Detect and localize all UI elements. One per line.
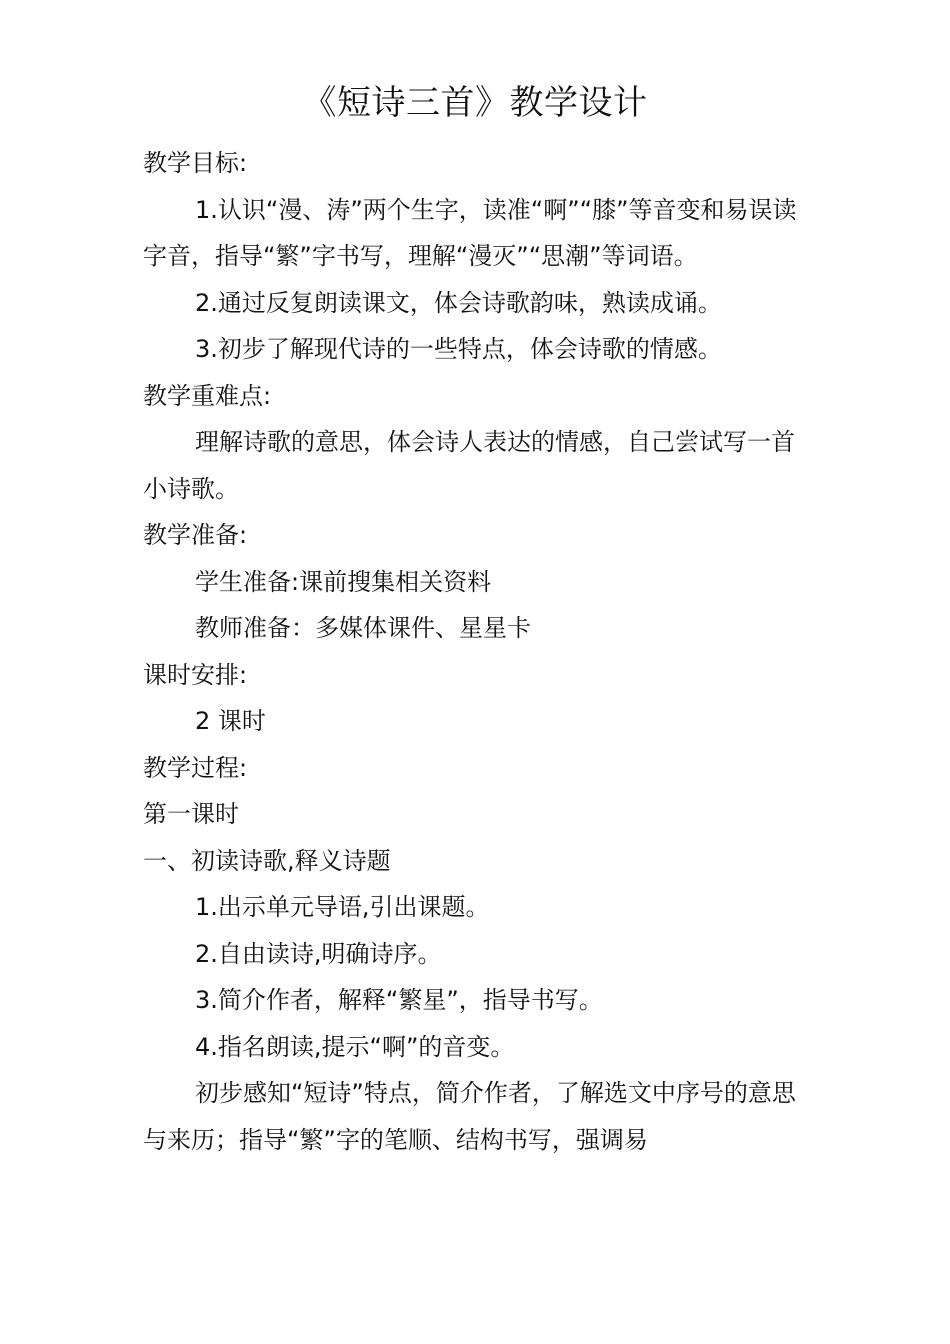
document-body xyxy=(143,140,803,1163)
paragraph-objective-1: 1.认识“漫、涛”两个生字，读准“啊”“膝”等音变和易误读字音，指导“繁”字书写，理解“漫灭”“思潮”等词语。 xyxy=(143,195,797,270)
paragraph-summary: 初步感知“短诗”特点，简介作者，了解选文中序号的意思与来历；指导“繁”字的笔顺、结构书写，强调易 xyxy=(143,1079,796,1154)
step-item-2: 2.自由读诗,明确诗序。 xyxy=(195,939,442,968)
paragraph-objective-2: 2.通过反复朗读课文，体会诗歌韵味，熟读成诵。 xyxy=(195,288,722,317)
step-item-1: 1.出示单元导语,引出课题。 xyxy=(195,893,490,921)
paragraph-schedule: 2 课时 xyxy=(195,707,266,735)
paragraph-student-prep: 学生准备:课前搜集相关资料 xyxy=(195,567,492,596)
lesson-heading-first: 第一课时 xyxy=(143,800,239,828)
paragraph-teacher-prep: 教师准备：多媒体课件、星星卡 xyxy=(195,614,531,642)
paragraph-key-points: 理解诗歌的意思，体会诗人表达的情感，自己尝试写一首小诗歌。 xyxy=(143,428,795,503)
document-title: 《短诗三首》教学设计 xyxy=(302,83,648,123)
step-item-4: 4.指名朗读,提示“啊”的音变。 xyxy=(195,1032,515,1061)
section-heading-schedule: 课时安排: xyxy=(143,660,248,689)
section-heading-objectives: 教学目标: xyxy=(143,149,248,177)
step-heading-1: 一、初读诗歌,释义诗题 xyxy=(143,846,391,875)
section-heading-preparation: 教学准备: xyxy=(143,521,248,549)
section-heading-process: 教学过程: xyxy=(143,753,248,782)
step-item-3: 3.简介作者，解释“繁星”，指导书写。 xyxy=(195,986,603,1014)
section-heading-key-points: 教学重难点: xyxy=(143,381,272,410)
paragraph-objective-3: 3.初步了解现代诗的一些特点，体会诗歌的情感。 xyxy=(195,335,722,363)
